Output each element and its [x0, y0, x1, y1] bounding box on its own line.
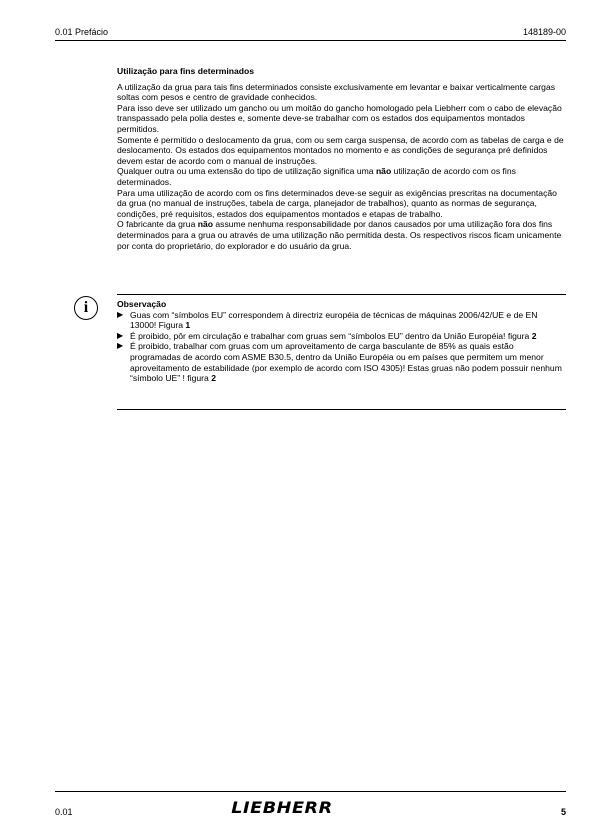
text-run: O fabricante da grua — [117, 219, 198, 230]
note-item — [117, 310, 566, 331]
header-divider — [55, 40, 566, 41]
header-section: 0.01 Prefácio — [55, 27, 109, 37]
paragraph — [117, 82, 566, 103]
paragraph — [117, 219, 566, 251]
main-content — [117, 66, 566, 251]
bold-text: 1 — [185, 320, 191, 331]
text-run: assume nenhuma responsabilidade por danos causados por uma utilização fora dos fins determinados para a grua ou através de uma utilização não permitida desta. Os respectivos riscos ficam unicamente por conta do proprietário, do explorador e do usuário da grua. — [117, 219, 562, 251]
text-run: A utilização da grua para tais fins determinados consiste exclusivamente em levantar e baixar verticalmente cargas soltas com pesos e centro de gravidade conhecidos. — [117, 81, 556, 103]
note-top-divider — [117, 294, 566, 295]
page-header — [55, 27, 566, 41]
note-box — [117, 299, 566, 384]
bold-text: não — [197, 219, 214, 230]
page-number: 5 — [560, 807, 566, 817]
header-doc-number: 148189-00 — [522, 27, 566, 37]
section-title: Utilização para fins determinados — [117, 66, 255, 76]
paragraph — [117, 103, 566, 135]
text-run: É proibido, pôr em circulação e trabalhar com gruas sem “símbolos EU” dentro da União Européia! figura — [130, 330, 532, 341]
text-run: É proibido, trabalhar com gruas com um aproveitamento de carga basculante de 85% as quais estão programadas de acordo com ASME B30.5, dentro da União Européia ou em países que permitem um menor aproveitamento de estabilidade (por exemplo de acordo com ISO 4305)! Estas gruas não podem possuir nenhum “símbolo UE” ! figura — [130, 341, 562, 384]
bullet-triangle-icon: ▶ — [117, 330, 124, 340]
note-item — [117, 341, 566, 383]
bold-text: não — [375, 166, 392, 177]
liebherr-logo: LIEBHERR — [231, 798, 333, 817]
text-run: Guas com “símbolos EU” correspondem à directriz européia de técnicas de máquinas 2006/42/UE e de EN 13000! Figura — [130, 309, 538, 331]
bullet-triangle-icon: ▶ — [117, 309, 124, 319]
paragraph — [117, 135, 566, 167]
text-run: Para uma utilização de acordo com os fins determinados deve-se seguir as exigências prescritas na documentação da grua (no manual de instruções, tabela de carga, planejador de trabalhos), quanto as normas de segurança, condições, pré requisitos, estados dos equipamentos montados e etapas de trabalho. — [117, 187, 557, 219]
info-icon: i — [74, 296, 98, 320]
footer-divider — [55, 791, 566, 792]
bold-text: 2 — [211, 373, 216, 384]
bold-text: 2 — [531, 330, 537, 341]
paragraph — [117, 166, 566, 187]
paragraph — [117, 188, 566, 220]
text-run: Somente é permitido o deslocamento da grua, com ou sem carga suspensa, de acordo com as tabelas de carga e de deslocamento. Os estados dos equipamentos montados no momento e as condições de segurança pré definidos devem estar de acordo com o manual de instruções. — [117, 134, 564, 166]
bullet-triangle-icon: ▶ — [117, 341, 124, 351]
footer-section: 0.01 — [55, 807, 73, 817]
text-run: Qualquer outra ou uma extensão do tipo de utilização significa uma — [117, 166, 376, 177]
text-run: utilização de acordo com os fins determinados. — [117, 166, 516, 187]
note-title: Observação — [117, 299, 167, 309]
note-item — [117, 331, 566, 342]
note-bottom-divider — [117, 409, 566, 410]
note-list — [117, 310, 566, 384]
text-run: Para isso deve ser utilizado um gancho ou um moitão do gancho homologado pela Liebherr com o cabo de elevação transpassado pela polia destes e, somente deve-se trabalhar com os estados dos equipamentos montados permitidos. — [117, 102, 562, 134]
section-body — [117, 82, 566, 252]
